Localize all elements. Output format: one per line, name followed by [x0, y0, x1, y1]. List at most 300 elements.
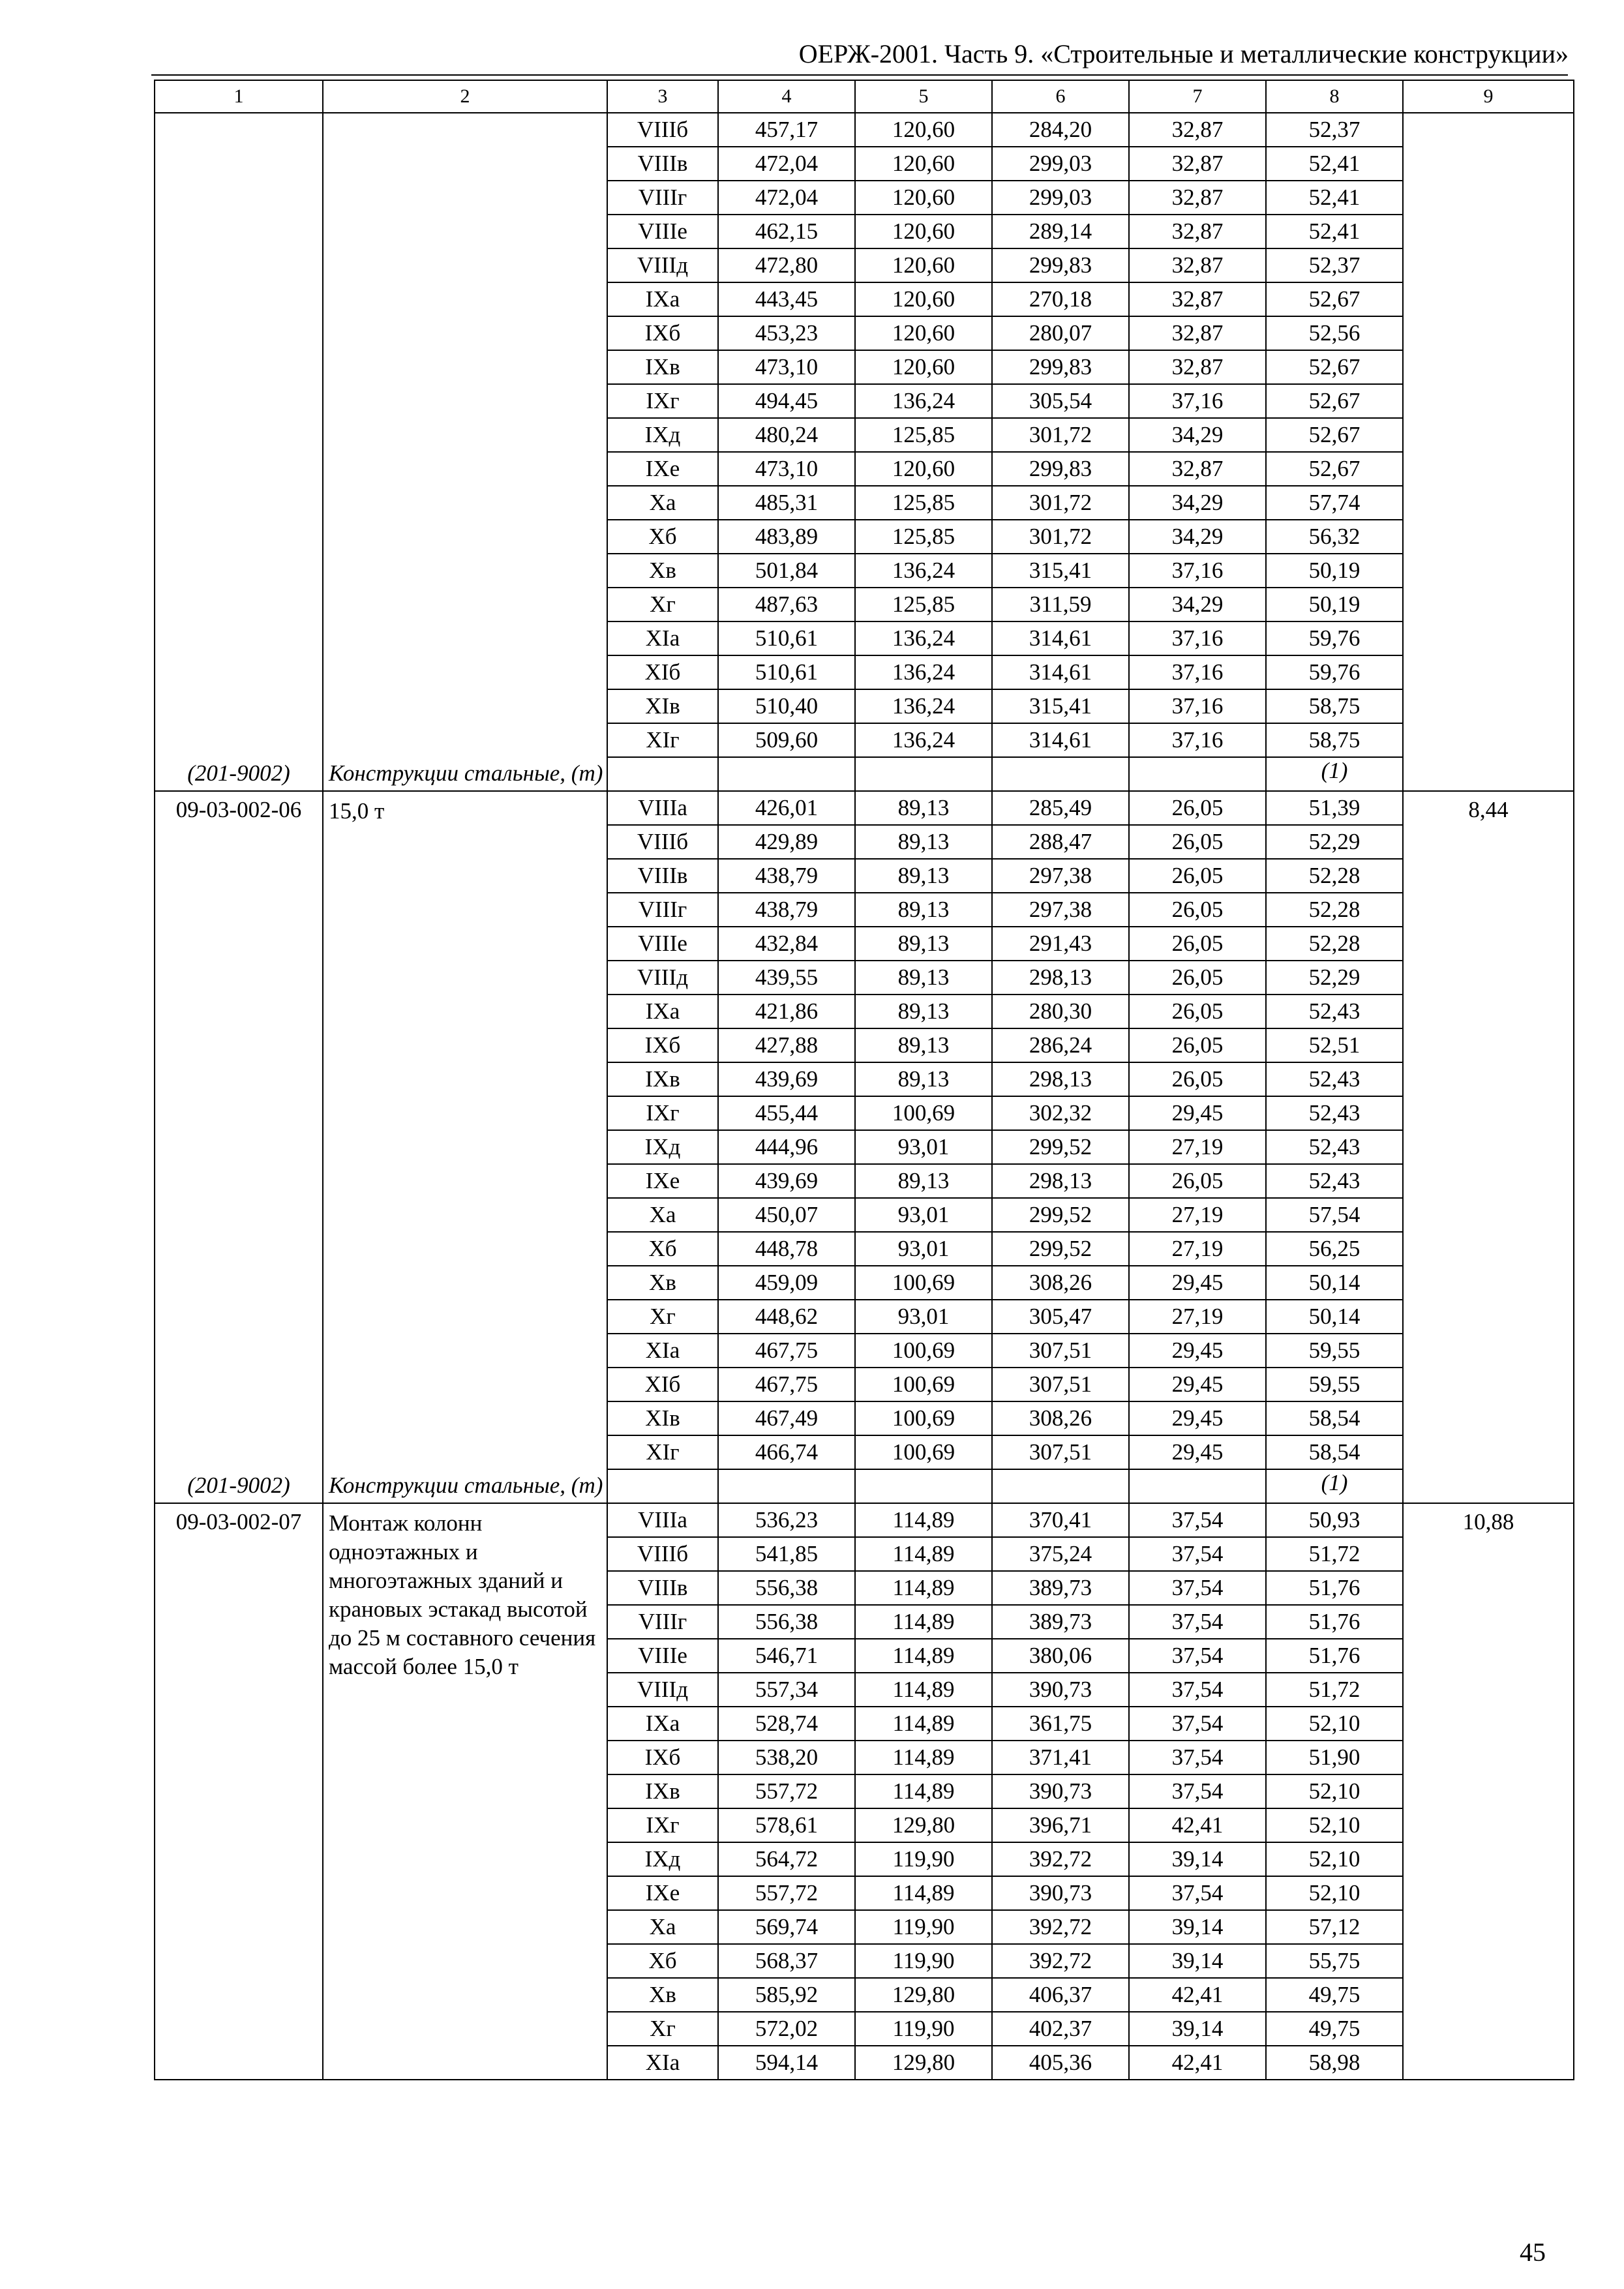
zone-code: Xб [607, 1232, 718, 1266]
value-cell: 37,54 [1129, 1673, 1266, 1707]
value-cell: 39,14 [1129, 2012, 1266, 2046]
value-cell: 52,43 [1266, 1130, 1403, 1164]
value-cell: 89,13 [855, 1062, 992, 1096]
value-cell: 380,06 [992, 1639, 1129, 1673]
value-cell: 37,54 [1129, 1639, 1266, 1673]
zone-code: XIа [607, 2046, 718, 2080]
value-cell: 299,52 [992, 1130, 1129, 1164]
value-cell: 472,04 [718, 147, 855, 181]
value-cell: 315,41 [992, 689, 1129, 723]
value-cell: 284,20 [992, 113, 1129, 147]
value-cell: 438,79 [718, 859, 855, 893]
value-cell: 125,85 [855, 588, 992, 621]
value-cell: 52,41 [1266, 147, 1403, 181]
zone-code: Xа [607, 486, 718, 520]
value-cell: 114,89 [855, 1537, 992, 1571]
value-cell: 51,76 [1266, 1571, 1403, 1605]
resource-empty-cell [855, 1469, 992, 1503]
value-cell: 52,43 [1266, 1096, 1403, 1130]
value-cell: 32,87 [1129, 181, 1266, 215]
value-cell: 536,23 [718, 1503, 855, 1537]
value-cell: 392,72 [992, 1842, 1129, 1876]
value-cell: 509,60 [718, 723, 855, 757]
value-cell: 448,78 [718, 1232, 855, 1266]
value-cell: 467,49 [718, 1401, 855, 1435]
value-cell: 37,54 [1129, 1571, 1266, 1605]
value-cell: 510,61 [718, 621, 855, 655]
value-cell: 27,19 [1129, 1300, 1266, 1334]
value-cell: 578,61 [718, 1808, 855, 1842]
value-cell: 301,72 [992, 520, 1129, 554]
value-cell: 299,52 [992, 1198, 1129, 1232]
value-cell: 52,51 [1266, 1028, 1403, 1062]
value-cell: 114,89 [855, 1707, 992, 1741]
zone-code: XIб [607, 1368, 718, 1401]
value-cell: 49,75 [1266, 1978, 1403, 2012]
value-cell: 37,54 [1129, 1876, 1266, 1910]
value-cell: 100,69 [855, 1096, 992, 1130]
value-cell: 307,51 [992, 1435, 1129, 1469]
zone-code: IXв [607, 1774, 718, 1808]
value-cell: 432,84 [718, 927, 855, 961]
value-cell: 42,41 [1129, 1978, 1266, 2012]
value-cell: 585,92 [718, 1978, 855, 2012]
value-cell: 100,69 [855, 1435, 992, 1469]
value-cell: 568,37 [718, 1944, 855, 1978]
value-cell: 51,90 [1266, 1741, 1403, 1774]
value-cell: 291,43 [992, 927, 1129, 961]
value-cell: 52,28 [1266, 893, 1403, 927]
resource-code: (201-9002) [187, 760, 290, 786]
value-cell: 136,24 [855, 554, 992, 588]
value-cell: 448,62 [718, 1300, 855, 1334]
value-cell: 466,74 [718, 1435, 855, 1469]
zone-code: VIIIе [607, 927, 718, 961]
value-cell: 298,13 [992, 961, 1129, 995]
value-cell: 487,63 [718, 588, 855, 621]
value-cell: 51,76 [1266, 1605, 1403, 1639]
value-cell: 26,05 [1129, 927, 1266, 961]
value-cell: 37,54 [1129, 1774, 1266, 1808]
value-cell: 370,41 [992, 1503, 1129, 1537]
value-cell: 26,05 [1129, 791, 1266, 825]
value-cell: 27,19 [1129, 1232, 1266, 1266]
value-cell: 125,85 [855, 520, 992, 554]
value-cell: 402,37 [992, 2012, 1129, 2046]
zone-code: Xв [607, 1266, 718, 1300]
value-cell: 120,60 [855, 350, 992, 384]
zone-code: IXв [607, 350, 718, 384]
zone-code: Xа [607, 1198, 718, 1232]
value-cell: 136,24 [855, 689, 992, 723]
value-cell: 42,41 [1129, 2046, 1266, 2080]
value-cell: 52,29 [1266, 961, 1403, 995]
value-cell: 34,29 [1129, 588, 1266, 621]
value-cell: 114,89 [855, 1876, 992, 1910]
value-cell: 299,03 [992, 181, 1129, 215]
column-number: 9 [1403, 80, 1574, 113]
value-cell: 455,44 [718, 1096, 855, 1130]
value-cell: 406,37 [992, 1978, 1129, 2012]
value-cell: 27,19 [1129, 1130, 1266, 1164]
value-cell: 546,71 [718, 1639, 855, 1673]
value-cell: 473,10 [718, 350, 855, 384]
value-cell: 51,72 [1266, 1537, 1403, 1571]
value-cell: 58,98 [1266, 2046, 1403, 2080]
resource-code: (201-9002) [187, 1473, 290, 1498]
value-cell: 308,26 [992, 1266, 1129, 1300]
value-cell: 120,60 [855, 215, 992, 248]
value-cell: 52,56 [1266, 316, 1403, 350]
value-cell: 361,75 [992, 1707, 1129, 1741]
value-cell: 307,51 [992, 1334, 1129, 1368]
value-cell: 27,19 [1129, 1198, 1266, 1232]
value-cell: 32,87 [1129, 147, 1266, 181]
value-cell: 32,87 [1129, 215, 1266, 248]
value-cell: 52,67 [1266, 384, 1403, 418]
zone-code: IXе [607, 1164, 718, 1198]
zone-code: Xб [607, 1944, 718, 1978]
labor-rate-cell [1403, 113, 1574, 791]
value-cell: 93,01 [855, 1300, 992, 1334]
value-cell: 52,28 [1266, 927, 1403, 961]
column-number: 4 [718, 80, 855, 113]
value-cell: 298,13 [992, 1164, 1129, 1198]
value-cell: 93,01 [855, 1232, 992, 1266]
value-cell: 32,87 [1129, 248, 1266, 282]
resource-name: Конструкции стальные, (т) [329, 1473, 603, 1498]
value-cell: 93,01 [855, 1130, 992, 1164]
value-cell: 119,90 [855, 1944, 992, 1978]
zone-code: VIIIд [607, 961, 718, 995]
value-cell: 125,85 [855, 486, 992, 520]
value-cell: 459,09 [718, 1266, 855, 1300]
value-cell: 120,60 [855, 113, 992, 147]
value-cell: 51,39 [1266, 791, 1403, 825]
value-cell: 390,73 [992, 1673, 1129, 1707]
value-cell: 114,89 [855, 1673, 992, 1707]
zone-code: IXг [607, 1808, 718, 1842]
zone-code: Xв [607, 554, 718, 588]
value-cell: 32,87 [1129, 316, 1266, 350]
value-cell: 50,14 [1266, 1266, 1403, 1300]
value-cell: 50,14 [1266, 1300, 1403, 1334]
value-cell: 302,32 [992, 1096, 1129, 1130]
value-cell: 37,54 [1129, 1707, 1266, 1741]
value-cell: 37,54 [1129, 1605, 1266, 1639]
zone-code: XIб [607, 655, 718, 689]
value-cell: 59,76 [1266, 621, 1403, 655]
resource-empty-cell [718, 757, 855, 791]
value-cell: 32,87 [1129, 113, 1266, 147]
work-description-cell [323, 113, 607, 791]
value-cell: 557,72 [718, 1774, 855, 1808]
value-cell: 467,75 [718, 1334, 855, 1368]
value-cell: 389,73 [992, 1605, 1129, 1639]
value-cell: 314,61 [992, 621, 1129, 655]
resource-qty: (1) [1266, 757, 1403, 791]
value-cell: 315,41 [992, 554, 1129, 588]
value-cell: 439,55 [718, 961, 855, 995]
value-cell: 299,83 [992, 350, 1129, 384]
value-cell: 26,05 [1129, 961, 1266, 995]
value-cell: 37,16 [1129, 621, 1266, 655]
value-cell: 56,32 [1266, 520, 1403, 554]
value-cell: 52,43 [1266, 1164, 1403, 1198]
zone-code: IXе [607, 1876, 718, 1910]
zone-code: VIIIе [607, 1639, 718, 1673]
zone-code: VIIIа [607, 791, 718, 825]
value-cell: 52,67 [1266, 418, 1403, 452]
column-number: 8 [1266, 80, 1403, 113]
value-cell: 297,38 [992, 893, 1129, 927]
value-cell: 57,54 [1266, 1198, 1403, 1232]
column-number-row [155, 80, 1574, 113]
value-cell: 288,47 [992, 825, 1129, 859]
value-cell: 453,23 [718, 316, 855, 350]
zone-code: XIв [607, 1401, 718, 1435]
zone-code: IXб [607, 1741, 718, 1774]
value-cell: 125,85 [855, 418, 992, 452]
column-number: 1 [155, 80, 323, 113]
zone-code: IXд [607, 418, 718, 452]
value-cell: 26,05 [1129, 825, 1266, 859]
value-cell: 510,40 [718, 689, 855, 723]
value-cell: 37,54 [1129, 1537, 1266, 1571]
zone-code: IXд [607, 1842, 718, 1876]
value-cell: 58,75 [1266, 723, 1403, 757]
value-cell: 55,75 [1266, 1944, 1403, 1978]
value-cell: 26,05 [1129, 1028, 1266, 1062]
value-cell: 375,24 [992, 1537, 1129, 1571]
value-cell: 89,13 [855, 1164, 992, 1198]
resource-empty-cell [1129, 1469, 1266, 1503]
value-cell: 556,38 [718, 1571, 855, 1605]
value-cell: 557,34 [718, 1673, 855, 1707]
value-cell: 270,18 [992, 282, 1129, 316]
value-cell: 494,45 [718, 384, 855, 418]
value-cell: 52,67 [1266, 452, 1403, 486]
zone-code: IXб [607, 316, 718, 350]
zone-code: VIIIб [607, 1537, 718, 1571]
value-cell: 26,05 [1129, 893, 1266, 927]
value-cell: 314,61 [992, 655, 1129, 689]
value-cell: 59,55 [1266, 1368, 1403, 1401]
value-cell: 485,31 [718, 486, 855, 520]
table-row [155, 1503, 1574, 1537]
resource-qty: (1) [1266, 1469, 1403, 1503]
value-cell: 50,93 [1266, 1503, 1403, 1537]
value-cell: 100,69 [855, 1266, 992, 1300]
value-cell: 289,14 [992, 215, 1129, 248]
value-cell: 297,38 [992, 859, 1129, 893]
value-cell: 29,45 [1129, 1266, 1266, 1300]
value-cell: 52,10 [1266, 1808, 1403, 1842]
zone-code: VIIIб [607, 825, 718, 859]
value-cell: 120,60 [855, 248, 992, 282]
value-cell: 421,86 [718, 995, 855, 1028]
zone-code: IXг [607, 384, 718, 418]
value-cell: 305,47 [992, 1300, 1129, 1334]
zone-code: IXа [607, 282, 718, 316]
zone-code: IXе [607, 452, 718, 486]
value-cell: 483,89 [718, 520, 855, 554]
value-cell: 52,41 [1266, 215, 1403, 248]
value-cell: 58,54 [1266, 1435, 1403, 1469]
zone-code: VIIIв [607, 147, 718, 181]
rate-code [155, 113, 322, 119]
value-cell: 564,72 [718, 1842, 855, 1876]
value-cell: 120,60 [855, 147, 992, 181]
labor-rate-cell [1403, 791, 1574, 1503]
value-cell: 114,89 [855, 1605, 992, 1639]
value-cell: 299,83 [992, 248, 1129, 282]
work-description-cell [323, 1503, 607, 2080]
rate-code-cell [155, 113, 323, 791]
value-cell: 89,13 [855, 791, 992, 825]
zone-code: Xг [607, 2012, 718, 2046]
value-cell: 307,51 [992, 1368, 1129, 1401]
column-number: 5 [855, 80, 992, 113]
zone-code: VIIIв [607, 859, 718, 893]
column-number: 3 [607, 80, 718, 113]
value-cell: 52,67 [1266, 282, 1403, 316]
labor-rate: 10,88 [1462, 1509, 1514, 1534]
value-cell: 136,24 [855, 621, 992, 655]
rate-code: 09-03-002-06 [175, 797, 302, 822]
value-cell: 52,43 [1266, 995, 1403, 1028]
value-cell: 52,10 [1266, 1842, 1403, 1876]
zone-code: Xг [607, 588, 718, 621]
value-cell: 114,89 [855, 1741, 992, 1774]
value-cell: 439,69 [718, 1062, 855, 1096]
zone-code: VIIIд [607, 1673, 718, 1707]
value-cell: 29,45 [1129, 1334, 1266, 1368]
zone-code: VIIIа [607, 1503, 718, 1537]
value-cell: 405,36 [992, 2046, 1129, 2080]
zone-code: Xа [607, 1910, 718, 1944]
value-cell: 39,14 [1129, 1910, 1266, 1944]
value-cell: 100,69 [855, 1401, 992, 1435]
value-cell: 299,83 [992, 452, 1129, 486]
value-cell: 439,69 [718, 1164, 855, 1198]
value-cell: 114,89 [855, 1571, 992, 1605]
column-number: 7 [1129, 80, 1266, 113]
value-cell: 427,88 [718, 1028, 855, 1062]
resource-empty-cell [718, 1469, 855, 1503]
value-cell: 119,90 [855, 1910, 992, 1944]
labor-rate-cell [1403, 1503, 1574, 2080]
zone-code: VIIIг [607, 181, 718, 215]
value-cell: 32,87 [1129, 282, 1266, 316]
value-cell: 52,29 [1266, 825, 1403, 859]
value-cell: 114,89 [855, 1503, 992, 1537]
value-cell: 119,90 [855, 2012, 992, 2046]
value-cell: 89,13 [855, 995, 992, 1028]
value-cell: 556,38 [718, 1605, 855, 1639]
value-cell: 51,72 [1266, 1673, 1403, 1707]
value-cell: 89,13 [855, 893, 992, 927]
value-cell: 390,73 [992, 1774, 1129, 1808]
rate-code-cell [155, 791, 323, 1503]
value-cell: 120,60 [855, 452, 992, 486]
value-cell: 58,75 [1266, 689, 1403, 723]
running-header: ОЕРЖ-2001. Часть 9. «Строительные и металлические конструкции» [798, 39, 1569, 68]
value-cell: 29,45 [1129, 1401, 1266, 1435]
value-cell: 58,54 [1266, 1401, 1403, 1435]
zone-code: VIIIб [607, 113, 718, 147]
zone-code: IXв [607, 1062, 718, 1096]
value-cell: 26,05 [1129, 859, 1266, 893]
zone-code: Xв [607, 1978, 718, 2012]
rate-code-cell [155, 1503, 323, 2080]
value-cell: 51,76 [1266, 1639, 1403, 1673]
value-cell: 52,67 [1266, 350, 1403, 384]
zone-code: IXг [607, 1096, 718, 1130]
work-description [323, 113, 607, 119]
value-cell: 472,04 [718, 181, 855, 215]
value-cell: 314,61 [992, 723, 1129, 757]
work-description: Монтаж колонн одноэтажных и многоэтажных зданий и крановых эстакад высотой до 25 м составного сечения массой более 15,0 т [329, 1510, 596, 1679]
value-cell: 438,79 [718, 893, 855, 927]
zone-code: XIг [607, 1435, 718, 1469]
labor-rate [1404, 113, 1573, 119]
table-row [155, 791, 1574, 825]
value-cell: 59,55 [1266, 1334, 1403, 1368]
value-cell: 37,16 [1129, 689, 1266, 723]
value-cell: 34,29 [1129, 520, 1266, 554]
value-cell: 50,19 [1266, 554, 1403, 588]
value-cell: 26,05 [1129, 995, 1266, 1028]
value-cell: 390,73 [992, 1876, 1129, 1910]
value-cell: 301,72 [992, 486, 1129, 520]
zone-code: VIIIг [607, 1605, 718, 1639]
value-cell: 59,76 [1266, 655, 1403, 689]
value-cell: 129,80 [855, 1978, 992, 2012]
value-cell: 443,45 [718, 282, 855, 316]
resource-empty-cell [607, 757, 718, 791]
zone-code: VIIIг [607, 893, 718, 927]
value-cell: 301,72 [992, 418, 1129, 452]
value-cell: 389,73 [992, 1571, 1129, 1605]
value-cell: 52,10 [1266, 1876, 1403, 1910]
resource-empty-cell [607, 1469, 718, 1503]
zone-code: Xб [607, 520, 718, 554]
header-rule [151, 74, 1568, 76]
zone-code: VIIIв [607, 1571, 718, 1605]
zone-code: VIIIе [607, 215, 718, 248]
value-cell: 52,41 [1266, 181, 1403, 215]
value-cell: 392,72 [992, 1910, 1129, 1944]
value-cell: 457,17 [718, 113, 855, 147]
value-cell: 57,74 [1266, 486, 1403, 520]
value-cell: 50,19 [1266, 588, 1403, 621]
value-cell: 114,89 [855, 1639, 992, 1673]
value-cell: 37,54 [1129, 1741, 1266, 1774]
value-cell: 120,60 [855, 316, 992, 350]
page-number: 45 [1520, 2237, 1546, 2267]
value-cell: 392,72 [992, 1944, 1129, 1978]
value-cell: 299,03 [992, 147, 1129, 181]
value-cell: 572,02 [718, 2012, 855, 2046]
value-cell: 32,87 [1129, 350, 1266, 384]
value-cell: 100,69 [855, 1334, 992, 1368]
value-cell: 56,25 [1266, 1232, 1403, 1266]
value-cell: 136,24 [855, 723, 992, 757]
value-cell: 119,90 [855, 1842, 992, 1876]
value-cell: 450,07 [718, 1198, 855, 1232]
value-cell: 49,75 [1266, 2012, 1403, 2046]
